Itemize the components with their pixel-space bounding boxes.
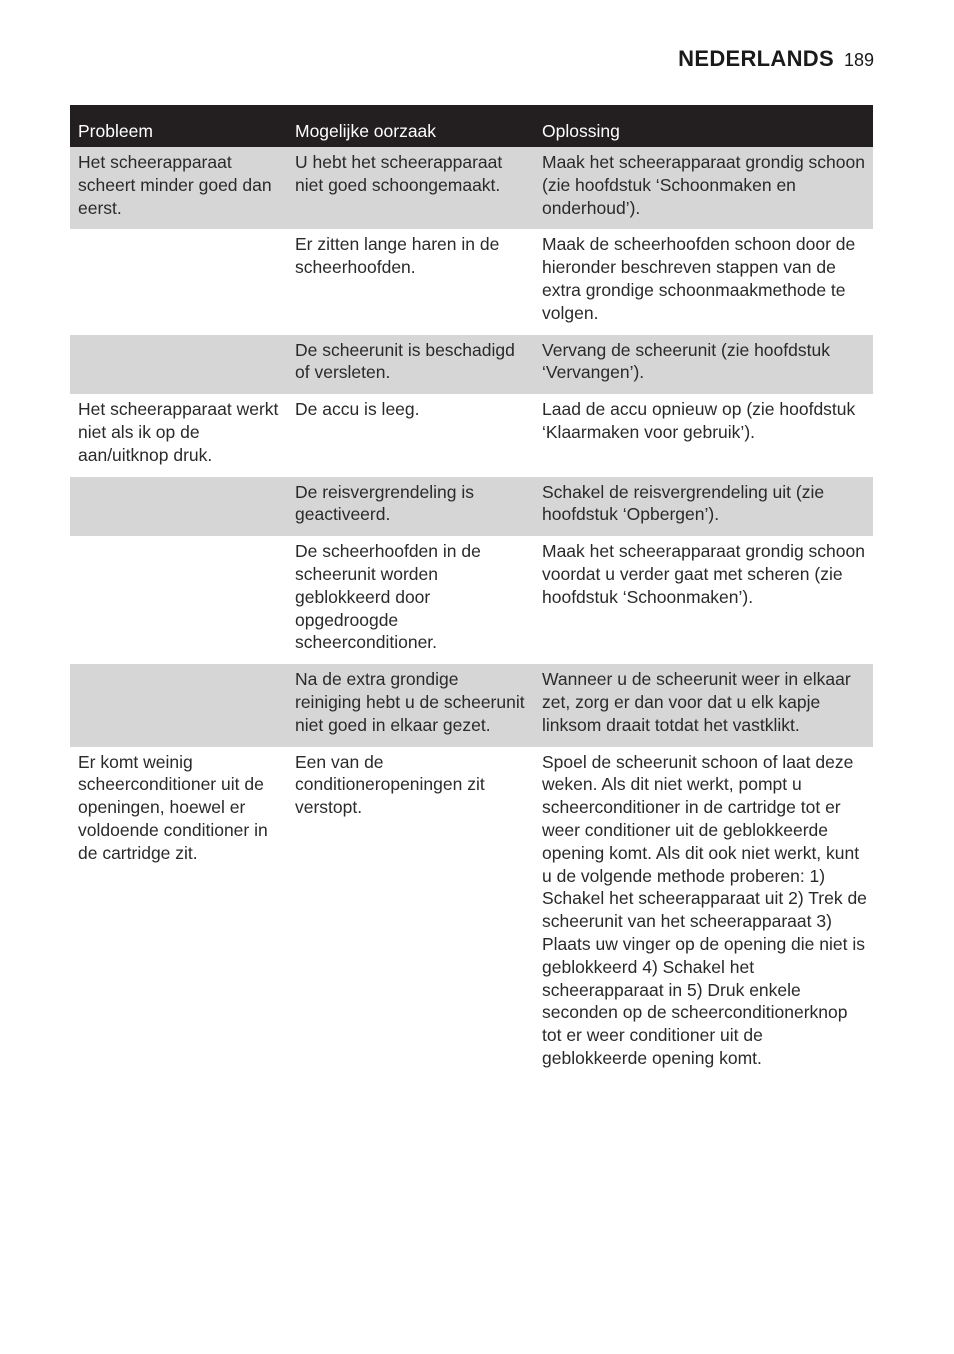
cause-cell: De reisvergrendeling is geactiveerd. xyxy=(287,477,534,537)
page-number: 189 xyxy=(843,50,874,70)
cause-cell: U hebt het scheerapparaat niet goed schoongemaakt. xyxy=(287,147,534,229)
table-row xyxy=(70,477,873,537)
problem-cell: Er komt weinig scheerconditioner uit de openingen, hoewel er voldoende conditioner in de cartridge zit. xyxy=(78,751,268,863)
language-heading: NEDERLANDS xyxy=(678,46,834,71)
column-header-cause: Mogelijke oorzaak xyxy=(287,105,534,147)
column-header-problem: Probleem xyxy=(70,105,287,147)
solution-cell: Maak de scheerhoofden schoon door de hieronder beschreven stappen van de extra grondige schoonmaakmethode te volgen. xyxy=(542,234,856,323)
solution-cell: Laad de accu opnieuw op (zie hoofdstuk ‘Klaarmaken voor gebruik’). xyxy=(542,399,856,442)
table-row xyxy=(70,229,873,334)
table-row xyxy=(70,147,873,229)
problem-cell: Het scheerapparaat werkt niet als ik op de aan/uitknop druk. xyxy=(78,399,279,465)
table-row xyxy=(70,335,873,395)
problem-cell xyxy=(70,229,287,334)
cause-cell: Na de extra grondige reiniging hebt u de scheerunit niet goed in elkaar gezet. xyxy=(287,664,534,746)
troubleshooting-table xyxy=(70,105,873,1080)
problem-cell: Het scheerapparaat scheert minder goed dan eerst. xyxy=(70,147,287,229)
cause-cell: De scheerhoofden in de scheerunit worden geblokkeerd door opgedroogde scheerconditioner. xyxy=(295,541,481,653)
table-row xyxy=(70,664,873,746)
column-header-solution: Oplossing xyxy=(534,105,873,147)
solution-cell: Wanneer u de scheerunit weer in elkaar zet, zorg er dan voor dat u elk kapje linksom draait totdat het vastklikt. xyxy=(534,664,873,746)
solution-cell: Vervang de scheerunit (zie hoofdstuk ‘Vervangen’). xyxy=(534,335,873,395)
solution-cell: Maak het scheerapparaat grondig schoon voordat u verder gaat met scheren (zie hoofdstuk ‘Schoonmaken’). xyxy=(542,541,865,607)
table-row xyxy=(70,747,873,1080)
solution-cell: Spoel de scheerunit schoon of laat deze weken. Als dit niet werkt, pompt u scheerconditioner in de cartridge tot er weer conditioner uit de geblokkeerde opening komt. Als dit ook niet werkt, kunt u de volgende methode proberen: 1) Schakel het scheerapparaat uit 2) Trek de scheerunit van het scheerapparaat 3) Plaats uw vinger op de opening die niet is geblokkeerd 4) Schakel het scheerapparaat in 5) Druk enkele seconden op de scheerconditionerknop tot er weer conditioner uit de geblokkeerde opening komt. xyxy=(542,751,867,1068)
solution-cell: Maak het scheerapparaat grondig schoon (zie hoofdstuk ‘Schoonmaken en onderhoud’). xyxy=(534,147,873,229)
problem-cell xyxy=(70,664,287,746)
cause-cell: De accu is leeg. xyxy=(295,399,420,420)
table-header-row xyxy=(70,105,873,147)
problem-cell xyxy=(70,536,287,664)
table-row xyxy=(70,536,873,664)
table-row xyxy=(70,394,873,476)
page-header xyxy=(678,46,874,72)
problem-cell xyxy=(70,477,287,537)
cause-cell: Er zitten lange haren in de scheerhoofden. xyxy=(295,234,500,278)
problem-cell xyxy=(70,335,287,395)
solution-cell: Schakel de reisvergrendeling uit (zie hoofdstuk ‘Opbergen’). xyxy=(534,477,873,537)
cause-cell: Een van de conditioneropeningen zit verstopt. xyxy=(295,751,485,818)
cause-cell: De scheerunit is beschadigd of versleten. xyxy=(287,335,534,395)
